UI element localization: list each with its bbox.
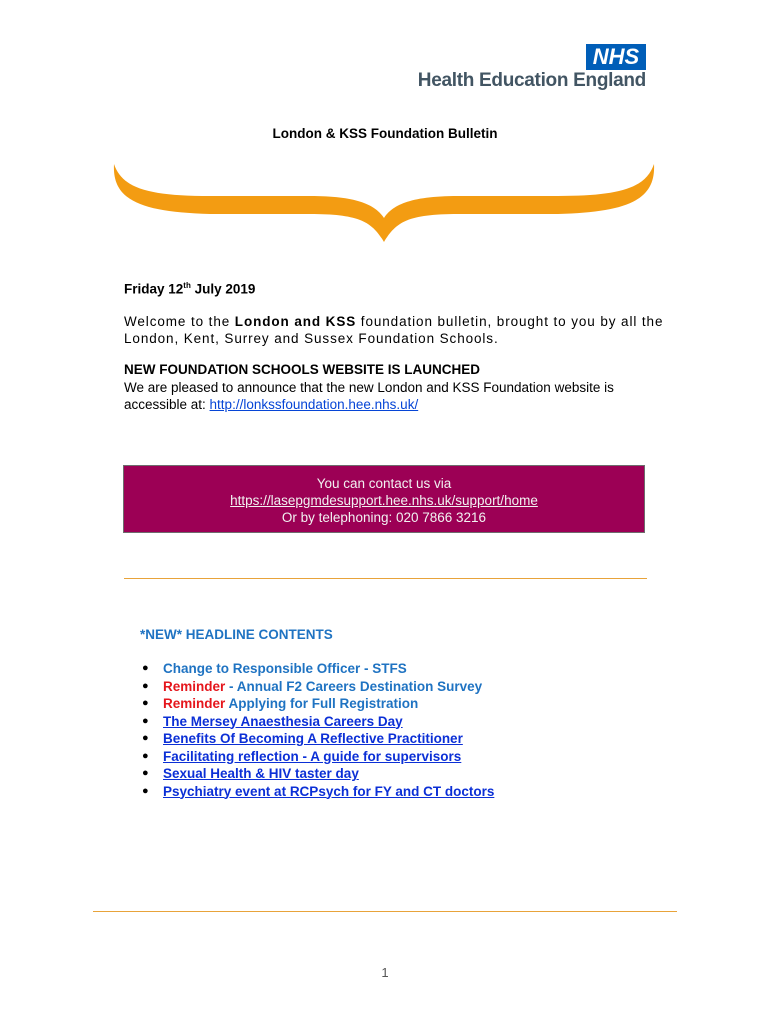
contact-phone: Or by telephoning: 020 7866 3216 (281, 510, 487, 525)
list-item[interactable]: ● Psychiatry event at RCPsych for FY and CT doctors (142, 783, 495, 799)
foundation-website-link[interactable]: http://lonkssfoundation.hee.nhs.uk/ (209, 397, 419, 412)
orange-brace-decoration (110, 160, 658, 244)
bulletin-title: London & KSS Foundation Bulletin (272, 126, 498, 141)
bullet-icon: ● (142, 714, 149, 727)
support-link[interactable]: https://lasepgmdesupport.hee.nhs.uk/support/home (230, 493, 538, 508)
divider (124, 578, 647, 579)
list-item[interactable]: ● Facilitating reflection - A guide for supervisors (142, 748, 462, 764)
list-item[interactable]: ● The Mersey Anaesthesia Careers Day (142, 713, 403, 729)
nhs-logo (388, 44, 648, 94)
bullet-icon: ● (142, 662, 149, 674)
bulletin-date: Friday 12th July 2019 (124, 281, 256, 297)
list-item[interactable]: ● Reminder - Annual F2 Careers Destination Survey (142, 678, 483, 694)
contact-line-1: You can contact us via (316, 476, 452, 491)
list-item[interactable]: ● Benefits Of Becoming A Reflective Practitioner (142, 731, 463, 746)
bullet-icon: ● (142, 697, 149, 709)
list-item[interactable]: ● Sexual Health & HIV taster day (142, 766, 359, 781)
page-number: 1 (381, 965, 389, 980)
contents-heading: *NEW* HEADLINE CONTENTS (140, 627, 333, 642)
organization-name: Health Education England (417, 70, 646, 91)
footer-divider (93, 911, 677, 912)
bullet-icon: ● (142, 767, 149, 779)
bullet-icon: ● (142, 679, 149, 692)
contact-box (123, 465, 645, 533)
news-body: We are pleased to announce that the new London and KSS Foundation website is accessible at: http://lonkssfoundation.hee.nhs.uk/ (124, 380, 614, 412)
news-headline: NEW FOUNDATION SCHOOLS WEBSITE IS LAUNCHED (124, 362, 480, 377)
list-item[interactable]: ● Change to Responsible Officer - STFS (142, 661, 407, 676)
headline-contents-list (140, 660, 494, 800)
welcome-paragraph: Welcome to the London and KSS foundation bulletin, brought to you by all the London, Kent, Surrey and Sussex Foundation Schools. (124, 314, 664, 346)
bullet-icon: ● (142, 784, 149, 797)
list-item[interactable]: ● Reminder Applying for Full Registration (142, 696, 419, 711)
bullet-icon: ● (142, 749, 149, 762)
nhs-badge: NHS (586, 44, 646, 70)
bullet-icon: ● (142, 732, 149, 744)
